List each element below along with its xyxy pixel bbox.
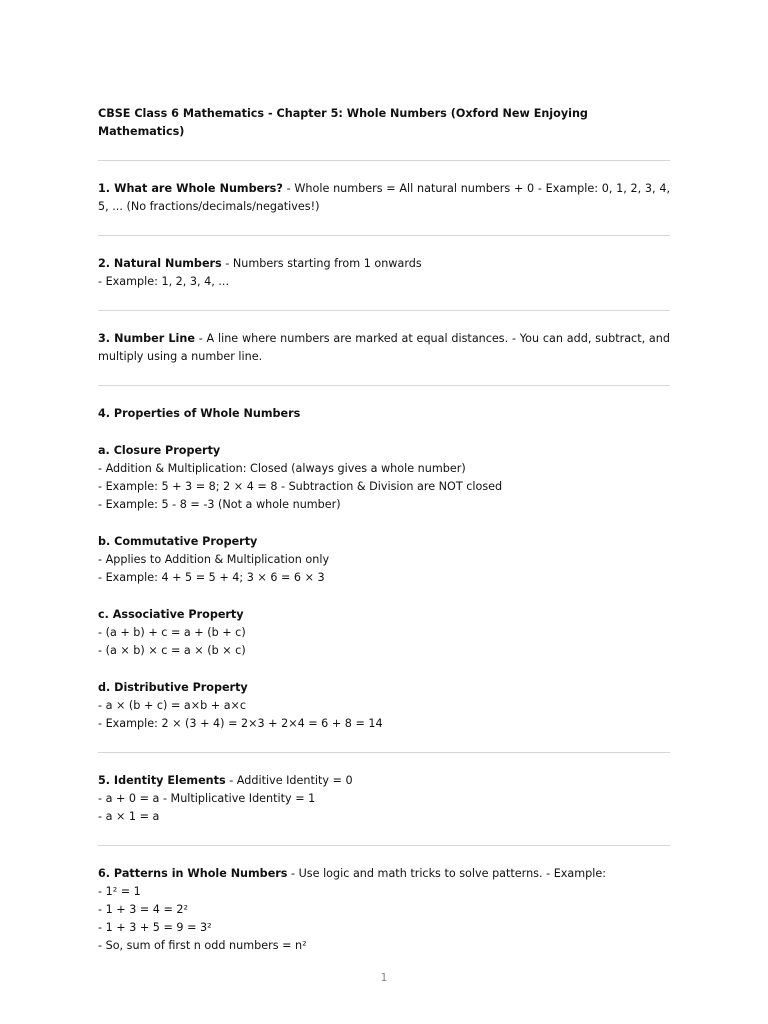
- section-text: - Numbers starting from 1 onwards: [221, 257, 422, 270]
- subsection-line: - (a + b) + c = a + (b + c): [98, 626, 246, 639]
- subsection-line: - Example: 2 × (3 + 4) = 2×3 + 2×4 = 6 + 8 = 14: [98, 717, 383, 730]
- section-line: - a × 1 = a: [98, 810, 160, 823]
- divider: [98, 235, 670, 236]
- section-identity-elements: [98, 772, 670, 826]
- subsection-distributive: [98, 679, 670, 733]
- section-heading: 5. Identity Elements: [98, 774, 226, 787]
- section-heading: 3. Number Line: [98, 332, 195, 345]
- divider: [98, 160, 670, 161]
- section-text: - Additive Identity = 0: [225, 774, 353, 787]
- section-text: - Use logic and math tricks to solve patterns. - Example:: [287, 867, 607, 880]
- subsection-associative: [98, 606, 670, 660]
- section-text: - Whole numbers = All natural numbers + 0 - Example: 0, 1, 2, 3, 4, 5, ... (No fractions/decimals/negatives!): [98, 182, 670, 213]
- section-patterns: [98, 865, 670, 955]
- divider: [98, 845, 670, 846]
- subsection-line: - Addition & Multiplication: Closed (always gives a whole number): [98, 462, 466, 475]
- section-line: - 1² = 1: [98, 885, 141, 898]
- page-number: 1: [380, 971, 388, 984]
- section-whole-numbers: [98, 180, 670, 216]
- subsection-line: - Example: 5 - 8 = -3 (Not a whole number): [98, 498, 341, 511]
- subsection-heading: b. Commutative Property: [98, 535, 258, 548]
- section-line: - a + 0 = a - Multiplicative Identity = 1: [98, 792, 316, 805]
- section-text: - A line where numbers are marked at equal distances. - You can add, subtract, and multiply using a number line.: [98, 332, 670, 363]
- divider: [98, 385, 670, 386]
- document-title: CBSE Class 6 Mathematics - Chapter 5: Whole Numbers (Oxford New Enjoying Mathematics): [98, 107, 588, 138]
- subsection-line: - Example: 4 + 5 = 5 + 4; 3 × 6 = 6 × 3: [98, 571, 325, 584]
- subsection-line: - a × (b + c) = a×b + a×c: [98, 699, 247, 712]
- divider: [98, 752, 670, 753]
- section-number-line: [98, 330, 670, 366]
- subsection-line: - Example: 5 + 3 = 8; 2 × 4 = 8 - Subtraction & Division are NOT closed: [98, 480, 503, 493]
- section-heading: 6. Patterns in Whole Numbers: [98, 867, 288, 880]
- divider: [98, 310, 670, 311]
- section-line: - Example: 1, 2, 3, 4, ...: [98, 275, 230, 288]
- document-page: [98, 105, 670, 955]
- section-line: - 1 + 3 = 4 = 2²: [98, 903, 189, 916]
- subsection-closure: [98, 442, 670, 514]
- section-properties: [98, 405, 670, 423]
- subsection-heading: d. Distributive Property: [98, 681, 248, 694]
- section-line: - 1 + 3 + 5 = 9 = 3²: [98, 921, 212, 934]
- section-heading: 4. Properties of Whole Numbers: [98, 407, 301, 420]
- section-heading: 2. Natural Numbers: [98, 257, 222, 270]
- section-natural-numbers: [98, 255, 670, 291]
- subsection-heading: a. Closure Property: [98, 444, 221, 457]
- subsection-line: - (a × b) × c = a × (b × c): [98, 644, 246, 657]
- subsection-heading: c. Associative Property: [98, 608, 244, 621]
- section-line: - So, sum of first n odd numbers = n²: [98, 939, 307, 952]
- subsection-line: - Applies to Addition & Multiplication only: [98, 553, 330, 566]
- section-heading: 1. What are Whole Numbers?: [98, 182, 283, 195]
- subsection-commutative: [98, 533, 670, 587]
